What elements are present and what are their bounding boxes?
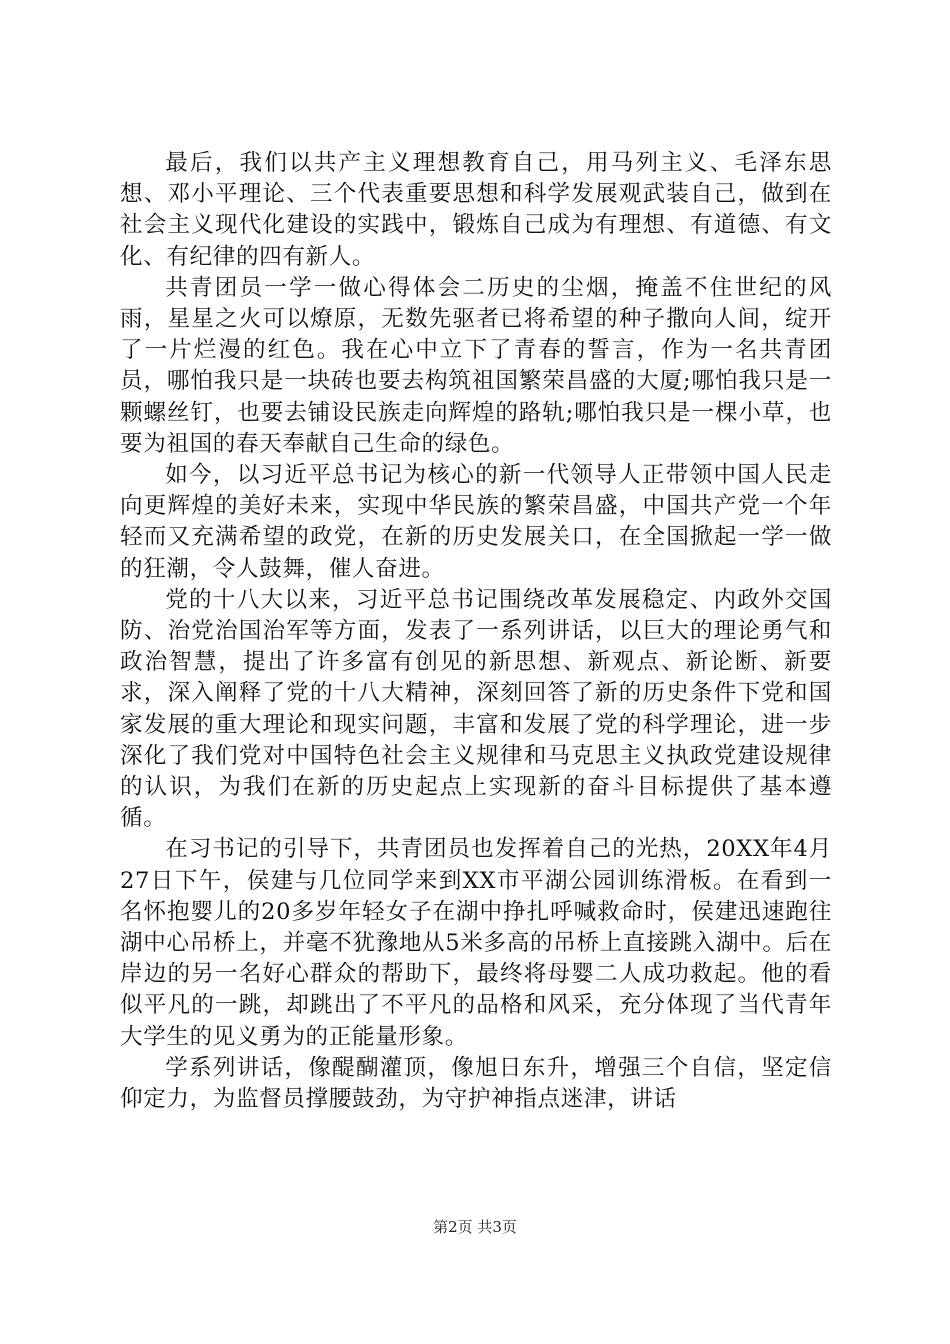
paragraph-4: 党的十八大以来，习近平总书记围绕改革发展稳定、内政外交国防、治党治国治军等方面，发表了一系列讲话，以巨大的理论勇气和政治智慧，提出了许多富有创见的新思想、新观点、新论断、新要求，深入阐释了党的十八大精神，深刻回答了新的历史条件下党和国家发展的重大理论和现实问题，丰富和发展了党的科学理论，进一步深化了我们党对中国特色社会主义规律和马克思主义执政党建设规律的认识，为我们在新的历史起点上实现新的奋斗目标提供了基本遵循。 (120, 586, 832, 832)
paragraph-2: 共青团员一学一做心得体会二历史的尘烟，掩盖不住世纪的风雨，星星之火可以燎原，无数先驱者已将希望的种子撒向人间，绽开了一片烂漫的红色。我在心中立下了青春的誓言，作为一名共青团员，哪怕我只是一块砖也要去构筑祖国繁荣昌盛的大厦;哪怕我只是一颗螺丝钉，也要去铺设民族走向辉煌的路轨;哪怕我只是一棵小草，也要为祖国的春天奉献自己生命的绿色。 (120, 274, 832, 457)
paragraph-1: 最后，我们以共产主义理想教育自己，用马列主义、毛泽东思想、邓小平理论、三个代表重要思想和科学发展观武装自己，做到在社会主义现代化建设的实践中，锻炼自己成为有理想、有道德、有文化、有纪律的四有新人。 (120, 150, 832, 270)
document-body (120, 148, 832, 1115)
paragraph-6: 学系列讲话，像醍醐灌顶，像旭日东升，增强三个自信，坚定信仰定力，为监督员撑腰鼓劲，为守护神指点迷津，讲话 (120, 1054, 832, 1113)
page-number-footer: 第2页 共3页 (433, 1218, 517, 1236)
paragraph-5: 在习书记的引导下，共青团员也发挥着自己的光热，20XX年4月27日下午，侯建与几位同学来到XX市平湖公园训练滑板。在看到一名怀抱婴儿的20多岁年轻女子在湖中挣扎呼喊救命时，侯建迅速跑往湖中心吊桥上，并毫不犹豫地从5米多高的吊桥上直接跳入湖中。后在岸边的另一名好心群众的帮助下，最终将母婴二人成功救起。他的看似平凡的一跳，却跳出了不平凡的品格和风采，充分体现了当代青年大学生的见义勇为的正能量形象。 (120, 836, 832, 1050)
paragraph-3: 如今，以习近平总书记为核心的新一代领导人正带领中国人民走向更辉煌的美好未来，实现中华民族的繁荣昌盛，中国共产党一个年轻而又充满希望的政党，在新的历史发展关口，在全国掀起一学一做的狂潮，令人鼓舞，催人奋进。 (120, 462, 832, 582)
